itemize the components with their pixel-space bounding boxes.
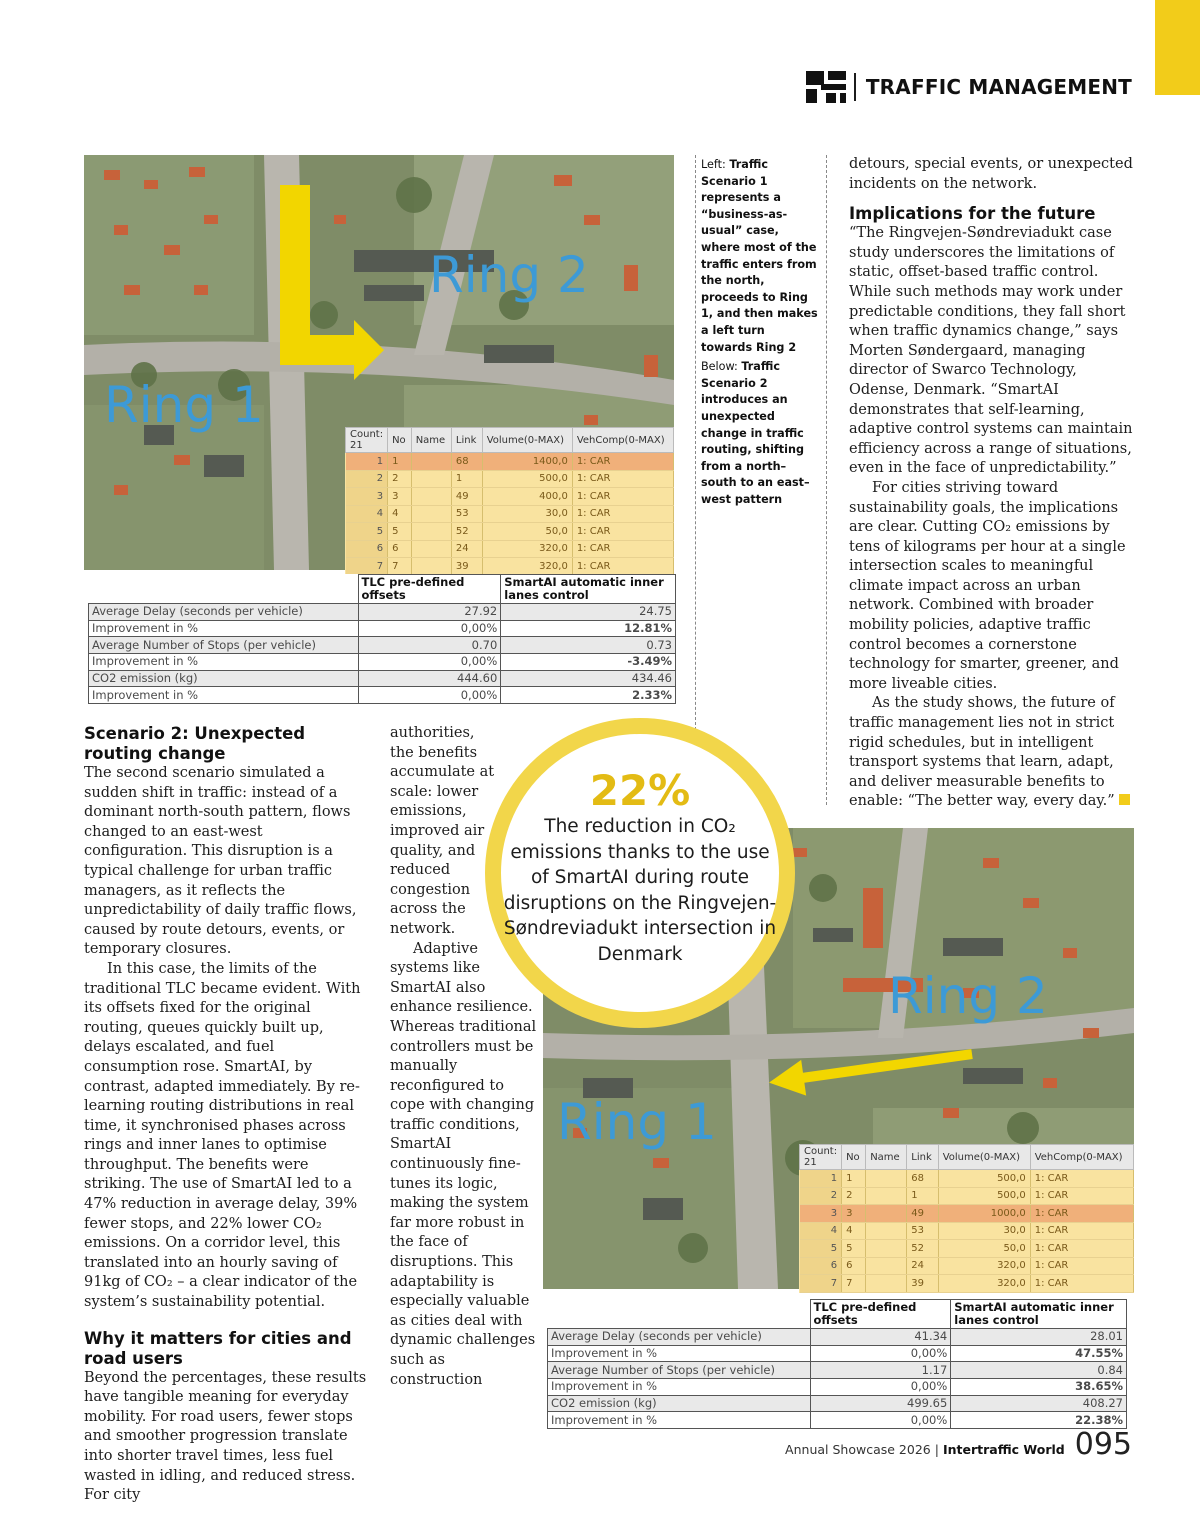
ring-1-label: Ring 1 bbox=[104, 376, 264, 434]
col-name: Name bbox=[866, 1145, 907, 1170]
footer-divider: | bbox=[934, 1442, 939, 1457]
table-row: Average Number of Stops (per vehicle) 1.17 0.84 bbox=[548, 1362, 1127, 1379]
paragraph bbox=[849, 694, 1139, 812]
paragraph: The second scenario simulated a sudden shift in traffic: instead of a dominant north-south pattern, flows changed to an east-west configuration. This disruption is a typical challenge for urban traffic managers, as it reflects the unpredictability of daily traffic flows, caused by route detours, events, or temporary closures. bbox=[84, 765, 357, 958]
table-row: 2 2 1 500,0 1: CAR bbox=[800, 1187, 1134, 1205]
footer-magazine: Intertraffic World bbox=[942, 1442, 1065, 1457]
color-tab bbox=[1155, 0, 1200, 95]
table-row: 7 7 39 320,0 1: CAR bbox=[346, 558, 674, 576]
callout-text: The reduction in CO₂ emissions thanks to the use of SmartAI during route disruptions on the Ringvejen-Søndreviadukt intersection in Denmark bbox=[503, 816, 777, 965]
table-row: 5 5 52 50,0 1: CAR bbox=[346, 523, 674, 541]
paragraph: “The Ringvejen-Søndreviadukt case study underscores the limitations of static, offset-based traffic control. While such methods may work under predictable conditions, they fall short when traffic dynamics change,” says Morten Søndergaard, managing director of Swarco Technology, Odense, Denmark. “SmartAI demonstrates that self-learning, adaptive control systems can maintain efficiency across a range of situations, even in the face of unpredictability.” bbox=[849, 225, 1133, 477]
section-title: TRAFFIC MANAGEMENT bbox=[865, 75, 1132, 99]
table-row: Improvement in % 0,00% 47.55% bbox=[548, 1345, 1127, 1362]
table-row: Average Number of Stops (per vehicle) 0.70 0.73 bbox=[89, 637, 676, 654]
col-count: Count: 21 bbox=[346, 428, 388, 453]
article-column-3 bbox=[849, 155, 1139, 812]
caption-left-lead: Left: bbox=[701, 158, 726, 171]
col-smartai: SmartAI automatic inner lanes control bbox=[501, 575, 676, 604]
caption-below-body: Traffic Scenario 2 introduces an unexpected change in traffic routing, shifting from a north–south to an east–west pattern bbox=[701, 360, 810, 506]
table-row: Improvement in % 0,00% 12.81% bbox=[89, 620, 676, 637]
article-column-2 bbox=[390, 724, 537, 1390]
ring-2-label: Ring 2 bbox=[429, 246, 589, 304]
article-column-1 bbox=[84, 724, 370, 1506]
page-footer bbox=[785, 1427, 1132, 1462]
stat-callout bbox=[485, 718, 795, 1028]
paragraph: In this case, the limits of the traditional TLC became evident. With its offsets fixed for the original routing, queues quickly built up, delays escalated, and fuel consumption rose. SmartAI, by contrast, adapted immediately. By re-learning routing distributions in real time, it synchronised phases across rings and inner lanes to optimise throughput. The benefits were striking. The use of SmartAI led to a 47% reduction in average delay, 39% fewer stops, and 22% lower CO₂ emissions. On a corridor level, this translated into an hourly saving of 91kg of CO₂ – a clear indicator of the system’s sustainability potential. bbox=[84, 960, 361, 1311]
end-mark-icon bbox=[1119, 794, 1130, 805]
table-row: 3 3 49 1000,0 1: CAR bbox=[800, 1205, 1134, 1223]
ring-2-label: Ring 2 bbox=[888, 967, 1048, 1025]
results-table-scenario-2 bbox=[547, 1299, 1127, 1429]
header-divider bbox=[854, 73, 856, 101]
paragraph: Beyond the percentages, these results have tangible meaning for everyday mobility. For road users, fewer stops and smoother progression translate into shorter travel times, less fuel wasted in idling, and reduced stress. For city bbox=[84, 1369, 367, 1504]
column-divider bbox=[695, 155, 696, 735]
paragraph: authorities, the benefits accumulate at scale: lower emissions, improved air quality, and reduced congestion across the network. bbox=[390, 725, 495, 937]
volume-table-scenario-2 bbox=[799, 1144, 1134, 1293]
table-row: 5 5 52 50,0 1: CAR bbox=[800, 1240, 1134, 1258]
heading-scenario-2: Scenario 2: Unexpected routing change bbox=[84, 724, 306, 763]
table-row: Average Delay (seconds per vehicle) 27.92 24.75 bbox=[89, 604, 676, 621]
table-row: 1 1 68 1400,0 1: CAR bbox=[346, 453, 674, 471]
col-link: Link bbox=[907, 1145, 938, 1170]
caption-below-lead: Below: bbox=[701, 360, 738, 374]
col-tlc: TLC pre-defined offsets bbox=[810, 1300, 951, 1329]
col-smartai: SmartAI automatic inner lanes control bbox=[951, 1300, 1127, 1329]
paragraph: For cities striving toward sustainability goals, the implications are clear. Cutting CO₂ emissions by tens of kilograms per hour at a single intersection scales to meaningful climate impact across an urban network. Combined with broader mobility policies, adaptive traffic control becomes a cornerstone technology for smarter, greener, and more liveable cities. bbox=[849, 479, 1126, 692]
page-number: 095 bbox=[1074, 1427, 1132, 1462]
col-volume: Volume(0-MAX) bbox=[938, 1145, 1030, 1170]
heading-why-it-matters: Why it matters for cities and road users bbox=[84, 1328, 352, 1368]
table-row: 1 1 68 500,0 1: CAR bbox=[800, 1170, 1134, 1188]
col-vehcomp: VehComp(0-MAX) bbox=[572, 428, 673, 453]
paragraph-text: As the study shows, the future of traffic management lies not in strict rigid schedules, but in intelligent transport systems that learn, adapt, and deliver measurable benefits to enable: “The better way, every day.” bbox=[849, 695, 1115, 810]
table-row: Improvement in % 0,00% -3.49% bbox=[89, 654, 676, 671]
col-no: No bbox=[842, 1145, 866, 1170]
table-row: CO2 emission (kg) 499.65 408.27 bbox=[548, 1395, 1127, 1412]
ring-1-label: Ring 1 bbox=[557, 1093, 717, 1151]
table-row: 4 4 53 30,0 1: CAR bbox=[346, 505, 674, 523]
footer-publication: Annual Showcase 2026 bbox=[785, 1442, 931, 1457]
col-no: No bbox=[388, 428, 412, 453]
table-row: Average Delay (seconds per vehicle) 41.34 28.01 bbox=[548, 1329, 1127, 1346]
col-volume: Volume(0-MAX) bbox=[482, 428, 572, 453]
heading-implications: Implications for the future bbox=[849, 204, 1096, 224]
paragraph: Adaptive systems like SmartAI also enhance resilience. Whereas traditional controllers must be manually reconfigured to cope with changing traffic conditions, SmartAI continuously fine-tunes its logic, making the system far more robust in the face of disruptions. This adaptability is especially valuable as cities deal with dynamic challenges such as construction bbox=[390, 940, 537, 1388]
results-table-scenario-1 bbox=[88, 574, 676, 704]
table-row: Improvement in % 0,00% 38.65% bbox=[548, 1379, 1127, 1396]
col-link: Link bbox=[451, 428, 482, 453]
col-tlc: TLC pre-defined offsets bbox=[358, 575, 501, 604]
figure-caption bbox=[701, 157, 819, 511]
table-row: Improvement in % 0,00% 22.38% bbox=[548, 1412, 1127, 1429]
col-name: Name bbox=[411, 428, 451, 453]
intertraffic-logo-icon bbox=[806, 71, 846, 103]
table-row: 3 3 49 400,0 1: CAR bbox=[346, 488, 674, 506]
caption-left-body: Traffic Scenario 1 represents a “business-as-usual” case, where most of the traffic enters from the north, proceeds to Ring 1, and then makes a left turn towards Ring 2 bbox=[701, 158, 818, 354]
callout-value: 22% bbox=[589, 766, 691, 815]
paragraph: detours, special events, or unexpected incidents on the network. bbox=[849, 156, 1133, 192]
volume-table-scenario-1 bbox=[345, 427, 674, 576]
column-divider bbox=[826, 155, 827, 805]
table-row: 7 7 39 320,0 1: CAR bbox=[800, 1275, 1134, 1293]
table-row: 4 4 53 30,0 1: CAR bbox=[800, 1222, 1134, 1240]
col-count: Count: 21 bbox=[800, 1145, 842, 1170]
table-row: CO2 emission (kg) 444.60 434.46 bbox=[89, 670, 676, 687]
table-row: 2 2 1 500,0 1: CAR bbox=[346, 470, 674, 488]
col-vehcomp: VehComp(0-MAX) bbox=[1030, 1145, 1133, 1170]
table-row: 6 6 24 320,0 1: CAR bbox=[346, 540, 674, 558]
table-row: 6 6 24 320,0 1: CAR bbox=[800, 1257, 1134, 1275]
table-row: Improvement in % 0,00% 2.33% bbox=[89, 687, 676, 704]
section-header bbox=[806, 70, 1132, 104]
